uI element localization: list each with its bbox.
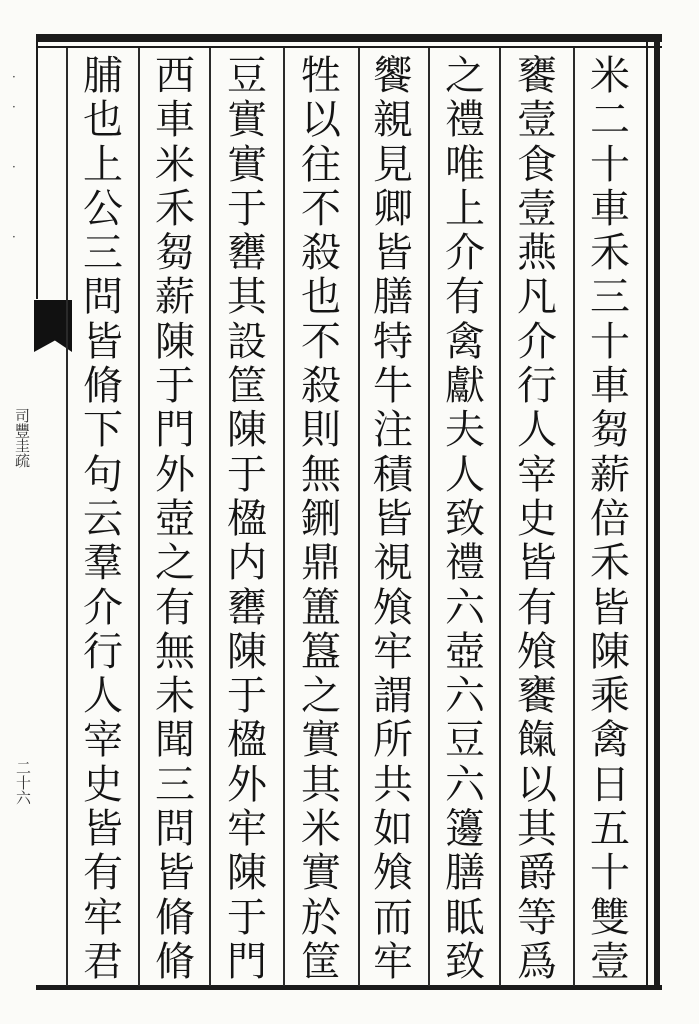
frame-right-inner-border	[646, 34, 648, 990]
column-character: 介	[83, 584, 123, 631]
text-column-5	[290, 54, 352, 984]
column-character: 未	[155, 673, 195, 720]
column-character: 禾	[590, 540, 630, 587]
column-rule	[358, 48, 360, 986]
column-character: 見	[373, 141, 413, 188]
column-character: 人	[517, 407, 557, 454]
frame-bottom-border	[36, 985, 662, 990]
column-character: 五	[590, 806, 630, 853]
column-character: 十	[590, 318, 630, 365]
column-character: 史	[83, 761, 123, 808]
column-character: 獻	[445, 363, 485, 410]
column-character: 皆	[83, 318, 123, 365]
column-character: 六	[445, 584, 485, 631]
column-character: 楹	[227, 495, 267, 542]
column-character: 日	[590, 761, 630, 808]
column-character: 于	[227, 673, 267, 720]
column-character: 禮	[445, 97, 485, 144]
column-character: 致	[445, 495, 485, 542]
column-rule	[283, 48, 285, 986]
column-character: 介	[517, 318, 557, 365]
column-character: 牢	[83, 894, 123, 941]
column-character: 脯	[83, 53, 123, 99]
column-character: 于	[227, 451, 267, 498]
frame-top-inner-border	[36, 46, 662, 48]
column-character: 豆	[227, 53, 267, 99]
text-column-2	[506, 54, 568, 984]
column-character: 三	[590, 274, 630, 321]
column-character: 皆	[373, 230, 413, 277]
column-character: 共	[373, 761, 413, 808]
column-character: 唯	[445, 141, 485, 188]
column-character: 等	[517, 894, 557, 941]
column-character: 簋	[301, 628, 341, 675]
column-character: 脩	[155, 894, 195, 941]
column-character: 君	[83, 938, 123, 985]
column-character: 介	[445, 230, 485, 277]
column-character: 下	[83, 407, 123, 454]
text-column-4	[362, 54, 424, 984]
column-character: 行	[517, 363, 557, 410]
column-character: 米	[301, 806, 341, 853]
column-character: 皆	[373, 495, 413, 542]
column-character: 餼	[517, 717, 557, 764]
column-character: 夫	[445, 407, 485, 454]
column-character: 問	[155, 806, 195, 853]
column-character: 車	[155, 97, 195, 144]
column-character: 其	[517, 806, 557, 853]
column-character: 饔	[517, 673, 557, 720]
column-character: 爵	[517, 850, 557, 897]
column-character: 飧	[373, 850, 413, 897]
column-character: 行	[83, 628, 123, 675]
column-character: 史	[517, 495, 557, 542]
column-character: 三	[155, 761, 195, 808]
column-character: 禽	[445, 318, 485, 365]
column-character: 六	[445, 673, 485, 720]
column-character: 眡	[445, 894, 485, 941]
column-character: 之	[445, 53, 485, 99]
column-character: 壹	[590, 938, 630, 985]
column-character: 親	[373, 97, 413, 144]
column-character: 皆	[590, 584, 630, 631]
column-character: 實	[227, 141, 267, 188]
column-character: 卿	[373, 185, 413, 232]
column-character: 則	[301, 407, 341, 454]
column-character: 壺	[155, 495, 195, 542]
column-character: 不	[301, 185, 341, 232]
column-character: 禾	[590, 230, 630, 277]
column-character: 雙	[590, 894, 630, 941]
column-character: 上	[83, 141, 123, 188]
column-character: 無	[155, 628, 195, 675]
column-character: 楹	[227, 717, 267, 764]
column-character: 陳	[227, 628, 267, 675]
column-character: 外	[227, 761, 267, 808]
column-character: 罋	[227, 584, 267, 631]
column-character: 云	[83, 495, 123, 542]
column-character: 六	[445, 761, 485, 808]
column-character: 爲	[517, 938, 557, 985]
column-character: 宰	[517, 451, 557, 498]
column-character: 如	[373, 806, 413, 853]
column-character: 有	[517, 584, 557, 631]
column-character: 牢	[373, 938, 413, 985]
column-character: 實	[301, 717, 341, 764]
column-character: 車	[590, 185, 630, 232]
column-character: 三	[83, 230, 123, 277]
column-character: 禮	[445, 540, 485, 587]
column-character: 二	[590, 97, 630, 144]
column-character: 陳	[227, 407, 267, 454]
column-character: 于	[227, 185, 267, 232]
column-character: 陳	[590, 628, 630, 675]
column-rule	[66, 48, 68, 986]
column-character: 於	[301, 894, 341, 941]
column-character: 也	[301, 274, 341, 321]
column-character: 饔	[517, 53, 557, 99]
margin-title: 司豐圭疏	[13, 408, 31, 468]
column-character: 于	[227, 894, 267, 941]
frame-top-border	[36, 34, 662, 42]
margin-dot: ·	[12, 230, 16, 244]
column-character: 食	[517, 141, 557, 188]
column-character: 門	[227, 938, 267, 985]
column-character: 飧	[373, 584, 413, 631]
column-character: 上	[445, 185, 485, 232]
column-character: 之	[155, 540, 195, 587]
column-character: 不	[301, 318, 341, 365]
column-character: 無	[301, 451, 341, 498]
column-character: 禽	[590, 717, 630, 764]
column-character: 實	[227, 97, 267, 144]
column-character: 牢	[227, 806, 267, 853]
text-column-1	[579, 54, 641, 984]
column-character: 凡	[517, 274, 557, 321]
column-character: 膳	[445, 850, 485, 897]
column-character: 脩	[155, 938, 195, 985]
column-character: 其	[301, 761, 341, 808]
column-character: 往	[301, 141, 341, 188]
column-character: 公	[83, 185, 123, 232]
column-character: 人	[445, 451, 485, 498]
column-character: 饗	[373, 53, 413, 99]
column-character: 殺	[301, 363, 341, 410]
column-character: 芻	[155, 230, 195, 277]
frame-right-border	[654, 34, 660, 990]
column-character: 豆	[445, 717, 485, 764]
column-character: 西	[155, 53, 195, 99]
column-character: 筐	[301, 938, 341, 985]
column-character: 脩	[83, 363, 123, 410]
margin-page-number: 二十六	[14, 760, 32, 805]
column-character: 而	[373, 894, 413, 941]
column-character: 羣	[83, 540, 123, 587]
column-character: 殺	[301, 230, 341, 277]
column-character: 聞	[155, 717, 195, 764]
column-character: 乘	[590, 673, 630, 720]
column-character: 牛	[373, 363, 413, 410]
column-character: 致	[445, 938, 485, 985]
column-character: 人	[83, 673, 123, 720]
column-character: 鉶	[301, 495, 341, 542]
column-character: 牲	[301, 53, 341, 99]
margin-dot: ·	[12, 160, 16, 174]
column-rule	[138, 48, 140, 986]
column-character: 門	[155, 407, 195, 454]
column-character: 謂	[373, 673, 413, 720]
column-character: 禾	[155, 185, 195, 232]
column-character: 皆	[517, 540, 557, 587]
column-character: 壺	[445, 628, 485, 675]
column-character: 實	[301, 850, 341, 897]
column-character: 句	[83, 451, 123, 498]
column-character: 薪	[590, 451, 630, 498]
column-character: 特	[373, 318, 413, 365]
frame-left-border	[36, 34, 38, 299]
column-character: 鼎	[301, 540, 341, 587]
column-character: 視	[373, 540, 413, 587]
column-character: 也	[83, 97, 123, 144]
text-column-8	[72, 54, 134, 984]
column-character: 陳	[155, 318, 195, 365]
margin-dot: ·	[12, 100, 16, 114]
column-character: 牢	[373, 628, 413, 675]
column-rule	[499, 48, 501, 986]
column-character: 飧	[517, 628, 557, 675]
column-character: 内	[227, 540, 267, 587]
column-character: 米	[590, 53, 630, 99]
column-character: 皆	[155, 850, 195, 897]
column-character: 之	[301, 673, 341, 720]
column-rule	[428, 48, 430, 986]
column-character: 注	[373, 407, 413, 454]
column-character: 倍	[590, 495, 630, 542]
column-character: 簠	[301, 584, 341, 631]
column-character: 有	[445, 274, 485, 321]
column-character: 皆	[83, 806, 123, 853]
text-column-3	[434, 54, 496, 984]
column-character: 外	[155, 451, 195, 498]
column-character: 膳	[373, 274, 413, 321]
column-character: 以	[301, 97, 341, 144]
column-rule	[573, 48, 575, 986]
column-character: 壹	[517, 97, 557, 144]
column-character: 薪	[155, 274, 195, 321]
column-character: 設	[227, 318, 267, 365]
column-character: 積	[373, 451, 413, 498]
text-column-6	[216, 54, 278, 984]
column-character: 十	[590, 850, 630, 897]
column-character: 十	[590, 141, 630, 188]
margin-dot: ·	[12, 70, 16, 84]
column-character: 芻	[590, 407, 630, 454]
column-character: 于	[155, 363, 195, 410]
column-character: 車	[590, 363, 630, 410]
column-character: 以	[517, 761, 557, 808]
column-character: 有	[83, 850, 123, 897]
column-rule	[209, 48, 211, 986]
column-character: 陳	[227, 850, 267, 897]
column-character: 米	[155, 141, 195, 188]
column-character: 籩	[445, 806, 485, 853]
column-character: 燕	[517, 230, 557, 277]
column-character: 問	[83, 274, 123, 321]
column-character: 所	[373, 717, 413, 764]
column-character: 有	[155, 584, 195, 631]
column-character: 宰	[83, 717, 123, 764]
column-character: 壹	[517, 185, 557, 232]
text-column-7	[144, 54, 206, 984]
column-character: 其	[227, 274, 267, 321]
column-character: 筐	[227, 363, 267, 410]
column-character: 罋	[227, 230, 267, 277]
